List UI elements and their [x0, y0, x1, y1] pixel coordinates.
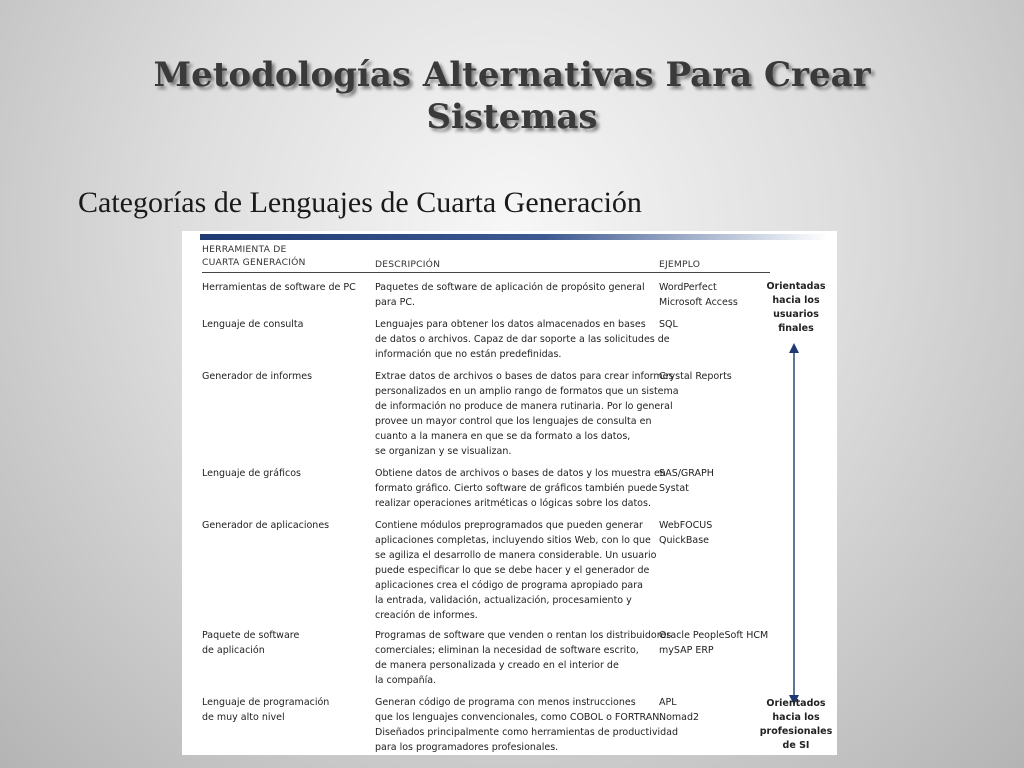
- fourth-generation-tools-table: [182, 231, 837, 755]
- row-1-tool: Herramientas de software de PC: [202, 282, 356, 293]
- header-description: DESCRIPCIÓN: [375, 259, 441, 270]
- double-arrow-icon: [784, 343, 804, 705]
- side-label-end-users: Orientadas hacia los usuarios finales: [766, 281, 826, 334]
- header-divider: [202, 272, 770, 273]
- row-3-tool: Generador de informes: [202, 371, 313, 382]
- row-6-description: Programas de software que venden o rentan los distribuidores comerciales; eliminan la necesidad de software escrito, de manera personalizada y creado en el interior de la compañía.: [375, 630, 672, 686]
- slide-title: [0, 54, 1024, 138]
- row-4-description: Obtiene datos de archivos o bases de datos y los muestra en formato gráfico. Cierto software de gráficos también puede realizar operaciones aritméticas o lógicas sobre los datos.: [375, 468, 666, 509]
- table-top-bar: [200, 234, 828, 240]
- row-5-tool: Generador de aplicaciones: [202, 520, 330, 531]
- row-7-description: Generan código de programa con menos instrucciones que los lenguajes convencionales, como COBOL o FORTRAN. Diseñados principalmente como herramientas de productividad para los programadores profesionales.: [375, 697, 679, 753]
- slide-title-line-2: Sistemas: [426, 97, 598, 137]
- row-7-tool: Lenguaje de programación de muy alto nivel: [202, 697, 330, 723]
- row-6-example: Oracle PeopleSoft HCM mySAP ERP: [659, 630, 769, 656]
- row-7-example: APL Nomad2: [659, 697, 700, 723]
- row-4-example: SAS/GRAPH Systat: [659, 468, 714, 494]
- header-example: EJEMPLO: [659, 259, 701, 270]
- slide-subtitle: Categorías de Lenguajes de Cuarta Generación: [78, 186, 642, 219]
- row-3-example: Crystal Reports: [659, 371, 732, 382]
- side-label-is-professionals: Orientados hacia los profesionales de SI: [759, 698, 833, 751]
- row-2-description: Lenguajes para obtener los datos almacenados en bases de datos o archivos. Capaz de dar soporte a las solicitudes de información que no están predefinidas.: [375, 319, 670, 360]
- row-5-example: WebFOCUS QuickBase: [659, 520, 713, 546]
- header-tool: HERRAMIENTA DE CUARTA GENERACIÓN: [202, 244, 306, 268]
- row-3-description: Extrae datos de archivos o bases de datos para crear informes personalizados en un amplio rango de formatos que un sistema de información no produce de manera rutinaria. Por lo general provee un mayor control que los lenguajes de consulta en cuanto a la manera en que se da formato a los datos, se organizan y se visualizan.: [375, 371, 679, 457]
- row-6-tool: Paquete de software de aplicación: [202, 630, 300, 656]
- row-4-tool: Lenguaje de gráficos: [202, 468, 301, 479]
- row-1-example: WordPerfect Microsoft Access: [659, 282, 738, 308]
- slide-title-line-1: Metodologías Alternativas Para Crear: [153, 55, 871, 95]
- row-2-tool: Lenguaje de consulta: [202, 319, 304, 330]
- row-1-description: Paquetes de software de aplicación de propósito general para PC.: [375, 282, 645, 308]
- row-2-example: SQL: [659, 319, 678, 330]
- row-5-description: Contiene módulos preprogramados que pueden generar aplicaciones completas, incluyendo sitios Web, con lo que se agiliza el desarrollo de manera considerable. Un usuario puede especificar lo que se debe hacer y el generador de aplicaciones crea el código de programa apropiado para la entrada, validación, actualización, procesamiento y creación de informes.: [375, 520, 657, 621]
